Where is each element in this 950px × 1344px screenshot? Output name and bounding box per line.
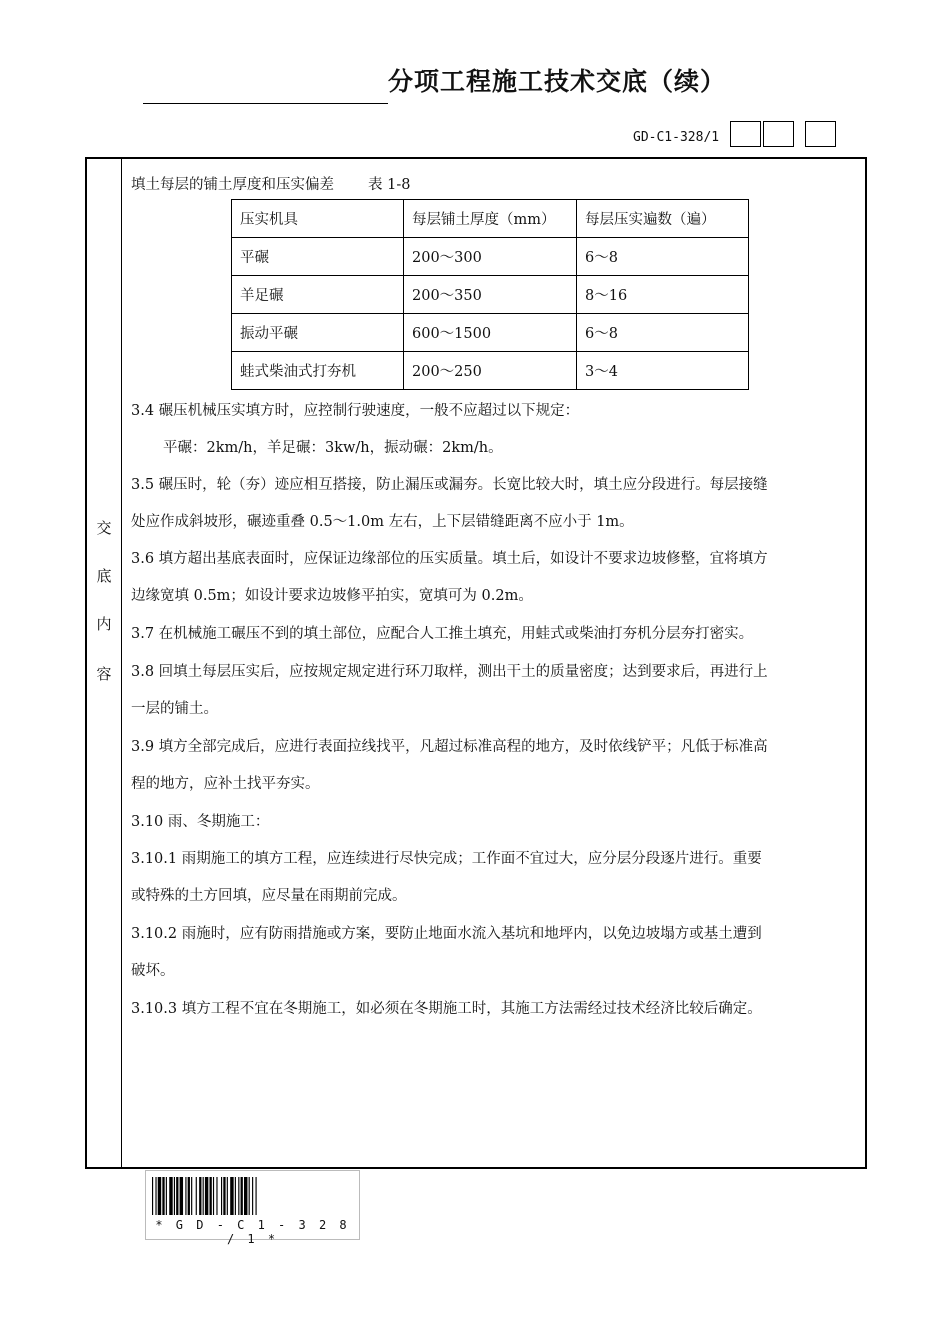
- table-cell: 振动平碾: [232, 314, 404, 352]
- table-cell: 平碾: [232, 238, 404, 276]
- table-cell: 200～250: [404, 352, 577, 390]
- title-underline: [143, 103, 388, 104]
- table-cell: 600～1500: [404, 314, 577, 352]
- paragraph-3-4: 3.4 碾压机械压实填方时，应控制行驶速度，一般不应超过以下规定：: [131, 403, 580, 419]
- table-header-cell: 每层压实遍数（遍）: [577, 200, 749, 238]
- paragraph-speed-limits: 平碾：2km/h，羊足碾：3kw/h，振动碾：2km/h。: [163, 440, 503, 456]
- paragraph-3-5-cont: 处应作成斜坡形，碾迹重叠 0.5～1.0m 左右，上下层错缝距离不应小于 1m。: [131, 514, 634, 530]
- barcode: [145, 1170, 360, 1246]
- code-box-1[interactable]: [730, 121, 761, 147]
- table-header-row: [232, 200, 749, 238]
- table-cell: 蛙式柴油式打夯机: [232, 352, 404, 390]
- table-cell: 6～8: [577, 238, 749, 276]
- table-cell: 200～300: [404, 238, 577, 276]
- table-number: 表 1-8: [368, 177, 411, 193]
- code-box-3[interactable]: [805, 121, 836, 147]
- table-header-cell: 压实机具: [232, 200, 404, 238]
- barcode-text: * G D - C 1 - 3 2 8 / 1 *: [155, 1218, 350, 1246]
- compaction-table: [231, 199, 749, 390]
- paragraph-3-10: 3.10 雨、冬期施工：: [131, 814, 270, 830]
- barcode-bars-icon: [152, 1177, 353, 1215]
- table-row: [232, 238, 749, 276]
- side-label-char: 容: [96, 665, 112, 683]
- table-caption: [131, 173, 410, 194]
- table-cell: 8～16: [577, 276, 749, 314]
- paragraph-3-10-2-cont: 破坏。: [131, 963, 175, 979]
- paragraph-3-9: 3.9 填方全部完成后，应进行表面拉线找平，凡超过标准高程的地方，及时依线铲平；凡低于标准高: [131, 739, 768, 755]
- side-label-char: 交: [96, 519, 112, 537]
- paragraph-3-8: 3.8 回填土每层压实后，应按规定规定进行环刀取样，测出干土的质量密度；达到要求后，再进行上: [131, 664, 768, 680]
- paragraph-3-8-cont: 一层的铺土。: [131, 701, 218, 717]
- page-title: 分项工程施工技术交底（续）: [388, 67, 727, 96]
- paragraph-3-6-cont: 边缘宽填 0.5m；如设计要求边坡修平拍实，宽填可为 0.2m。: [131, 588, 533, 604]
- side-label-char: 内: [96, 615, 112, 633]
- paragraph-3-9-cont: 程的地方，应补土找平夯实。: [131, 776, 320, 792]
- table-caption-text: 填土每层的铺土厚度和压实偏差: [131, 177, 334, 193]
- table-header-cell: 每层铺土厚度（mm）: [404, 200, 577, 238]
- paragraph-3-10-1-cont: 或特殊的土方回填，应尽量在雨期前完成。: [131, 888, 407, 904]
- table-cell: 羊足碾: [232, 276, 404, 314]
- code-box-2[interactable]: [763, 121, 794, 147]
- paragraph-3-10-1: 3.10.1 雨期施工的填方工程，应连续进行尽快完成；工作面不宜过大，应分层分段逐片进行。重要: [131, 851, 762, 867]
- paragraph-3-7: 3.7 在机械施工碾压不到的填土部位，应配合人工推土填充，用蛙式或柴油打夯机分层夯打密实。: [131, 626, 754, 642]
- paragraph-3-5: 3.5 碾压时，轮（夯）迹应相互搭接，防止漏压或漏夯。长宽比较大时，填土应分段进行。每层接缝: [131, 477, 768, 493]
- content-frame: [85, 157, 867, 1169]
- paragraph-3-10-3: 3.10.3 填方工程不宜在冬期施工，如必须在冬期施工时，其施工方法需经过技术经济比较后确定。: [131, 1001, 762, 1017]
- table-cell: 200～350: [404, 276, 577, 314]
- document-code: GD-C1-328/1: [633, 130, 720, 145]
- paragraph-3-6: 3.6 填方超出基底表面时，应保证边缘部位的压实质量。填土后，如设计不要求边坡修整，宜将填方: [131, 551, 768, 567]
- table-cell: 6～8: [577, 314, 749, 352]
- side-label-column: [87, 159, 122, 1167]
- paragraph-3-10-2: 3.10.2 雨施时，应有防雨措施或方案，要防止地面水流入基坑和地坪内，以免边坡塌方或基土遭到: [131, 926, 762, 942]
- side-label-char: 底: [96, 567, 112, 585]
- table-row: [232, 352, 749, 390]
- table-row: [232, 276, 749, 314]
- table-cell: 3～4: [577, 352, 749, 390]
- table-row: [232, 314, 749, 352]
